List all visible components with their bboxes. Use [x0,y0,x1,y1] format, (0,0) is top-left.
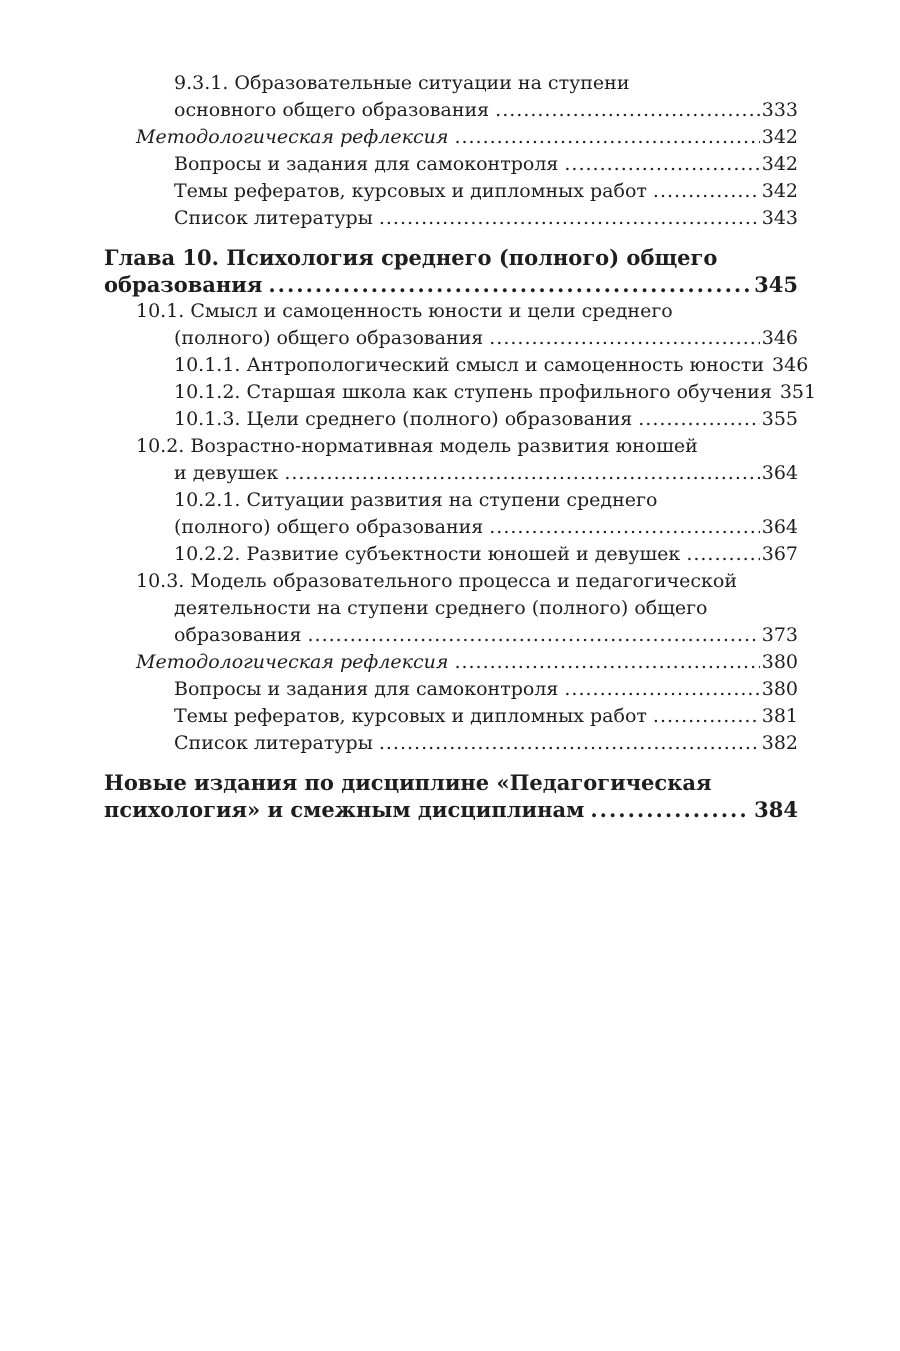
toc-entry[interactable] [104,70,798,124]
toc-entry-title: Методологическая рефлексия [136,126,449,148]
toc-page-number: 343 [761,207,798,229]
toc-entry[interactable] [104,730,798,757]
toc-entry-title: 10.2. Возрастно-нормативная модель развития юношей [136,435,698,457]
toc-entry-title: Вопросы и задания для самоконтроля [174,678,559,700]
dot-leader [495,97,760,124]
dot-leader [454,124,759,151]
toc-page-number: 380 [761,651,798,673]
toc-page-number: 373 [761,624,798,646]
toc-page-number: 382 [761,732,798,754]
toc-entry[interactable] [104,205,798,232]
toc-entry-title: Новые издания по дисциплине «Педагогическая [104,770,712,795]
toc-entry-title: Список литературы [174,732,373,754]
toc-entry[interactable] [104,649,798,676]
dot-leader [489,514,759,541]
dot-leader [653,703,760,730]
toc-page-number: 384 [754,797,798,822]
dot-leader [454,649,759,676]
dot-leader [489,325,759,352]
dot-leader [284,460,759,487]
toc-entry[interactable] [104,568,798,649]
toc-entry[interactable] [104,352,809,379]
toc-page-number: 333 [761,99,798,121]
toc-entry-title: деятельности на ступени среднего (полного) общего [174,597,708,619]
toc-entry[interactable] [104,703,798,730]
toc-entry-title: Вопросы и задания для самоконтроля [174,153,559,175]
toc-entry[interactable] [104,151,798,178]
toc-entry-title: (полного) общего образования [174,516,484,538]
toc-entry-title: 9.3.1. Образовательные ситуации на ступени [174,72,630,94]
toc-page-number: 346 [761,327,798,349]
toc-entry-title: 10.2.1. Ситуации развития на ступени среднего [174,489,658,511]
dot-leader [653,178,760,205]
toc-entry-title: основного общего образования [174,99,490,121]
toc-page-number: 345 [754,272,798,297]
toc-entry-title: Темы рефератов, курсовых и дипломных работ [174,705,647,727]
toc-entry-title: Список литературы [174,207,373,229]
dot-leader [308,622,760,649]
toc-chapter[interactable] [104,244,798,298]
toc-page-number: 364 [761,462,798,484]
dot-leader [686,541,759,568]
toc-entry-title: Темы рефератов, курсовых и дипломных работ [174,180,647,202]
table-of-contents [104,70,817,823]
toc-page-number: 367 [761,543,798,565]
toc-entry-title: 10.3. Модель образовательного процесса и педагогической [136,570,738,592]
toc-page-number: 342 [761,126,798,148]
toc-entry-title: 10.1. Смысл и самоценность юности и цели среднего [136,300,673,322]
toc-entry-title: 10.1.1. Антропологический смысл и самоценность юности [174,354,765,376]
toc-entry-title: 10.1.2. Старшая школа как ступень профильного обучения [174,381,772,403]
toc-entry[interactable] [104,433,798,487]
toc-entry[interactable] [104,676,798,703]
toc-page-number: 346 [772,354,809,376]
toc-entry-title: и девушек [174,462,279,484]
dot-leader [268,271,750,298]
toc-entry[interactable] [104,379,817,406]
toc-chapter[interactable] [104,769,798,823]
toc-entry[interactable] [104,298,798,352]
toc-entry[interactable] [104,124,798,151]
toc-entry-title: 10.1.3. Цели среднего (полного) образования [174,408,633,430]
toc-entry-title: Глава 10. Психология среднего (полного) общего [104,245,718,270]
toc-page-number: 342 [761,153,798,175]
dot-leader [638,406,760,433]
dot-leader [564,151,759,178]
toc-entry-title: Методологическая рефлексия [136,651,449,673]
toc-entry-title: (полного) общего образования [174,327,484,349]
toc-page-number: 342 [761,180,798,202]
toc-page-number: 364 [761,516,798,538]
toc-page-number: 381 [761,705,798,727]
dot-leader [564,676,759,703]
dot-leader [379,730,760,757]
toc-entry[interactable] [104,178,798,205]
toc-entry-title: образования [174,624,302,646]
toc-entry-title: 10.2.2. Развитие субъектности юношей и девушек [174,543,681,565]
dot-leader [590,796,750,823]
dot-leader [379,205,760,232]
toc-page-number: 380 [761,678,798,700]
toc-entry-title: образования [104,272,263,297]
toc-entry[interactable] [104,541,798,568]
toc-entry[interactable] [104,487,798,541]
toc-entry-title: психология» и смежным дисциплинам [104,797,585,822]
toc-page-number: 351 [779,381,817,403]
toc-entry[interactable] [104,406,798,433]
toc-page-number: 355 [761,408,798,430]
